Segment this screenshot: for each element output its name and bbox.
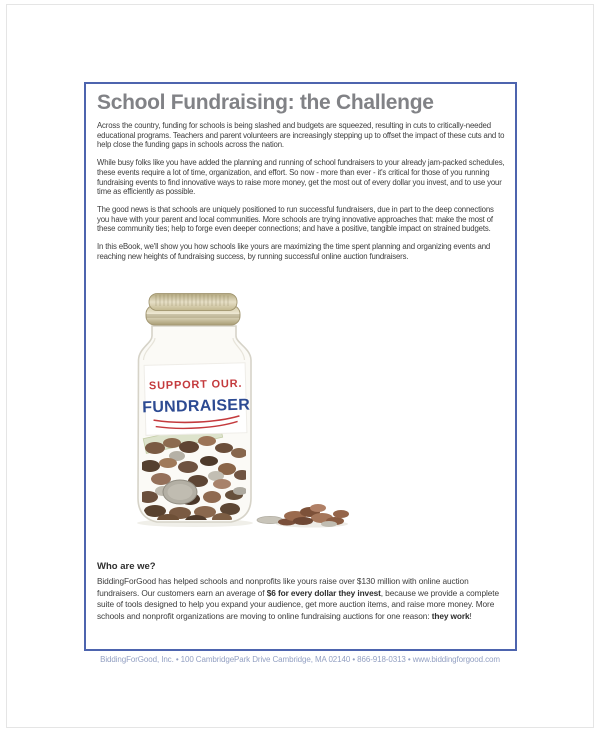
document-page bbox=[84, 82, 517, 651]
fundraiser-jar-illustration bbox=[130, 292, 355, 532]
who-text-1: BiddingForGood has helped schools and nonprofits like yours raise over $130 million with online auction fundraisers. Our customers earn an average of bbox=[97, 576, 469, 598]
who-text-2: , because we provide a complete suite of tools designed to help you expand your audience, get more auction items, and raise more money. More schools and nonprofit organizations are moving to online fundraising auctions for one reason: bbox=[97, 587, 499, 622]
who-are-we-heading: Who are we? bbox=[97, 561, 156, 572]
six-dollars-bold-text: $6 for every dollar they invest bbox=[266, 587, 381, 598]
coins-outside bbox=[257, 504, 349, 527]
fundraiser-jar-photo bbox=[130, 292, 355, 532]
who-text-3: ! bbox=[469, 611, 472, 622]
they-work-bold-text: they work bbox=[431, 611, 470, 622]
who-are-we-section bbox=[97, 561, 505, 623]
intro-paragraph-4: In this eBook, we'll show you how schools like yours are maximizing the time spent planning and organizing events and reaching new heights of fundraising success, by running successful online auction fundraisers. bbox=[97, 242, 491, 261]
page-footer: BiddingForGood, Inc. • 100 CambridgePark Drive Cambridge, MA 02140 • 866-918-0313 • www.biddingforgood.com bbox=[100, 655, 500, 664]
who-are-we-paragraph bbox=[97, 576, 505, 623]
intro-paragraph-1: Across the country, funding for schools is being slashed and budgets are squeezed, resulting in cuts to critically-needed educational programs. Teachers and parent volunteers are increasingly stepping up to offset the impact of these cuts and to help close the funding gaps in schools across the nation. bbox=[97, 121, 505, 150]
jar-lid bbox=[146, 294, 240, 326]
jar-label bbox=[141, 363, 251, 436]
intro-paragraph-3: The good news is that schools are uniquely positioned to run successful fundraisers, due in part to the deep connections you have with your parent and local communities. More schools are trying innovative approaches that: make the most of these community ties; help to forge even deeper connections; and have a positive, tangible impact on strained budgets. bbox=[97, 204, 494, 234]
page-title: School Fundraising: the Challenge bbox=[97, 91, 434, 114]
support-our-text: SUPPORT OUR. bbox=[148, 377, 243, 393]
intro-paragraph-2: While busy folks like you have added the planning and running of school fundraisers to your already jam-packed schedules, these events require a lot of time, organization, and effort. So now - more than ever - it's critical for those of you running fundraising events to find innovative ways to raise more money, get the most out of every dollar you invest, and to use your time as efficiently as possible. bbox=[97, 158, 505, 197]
fundraiser-text: FUNDRAISER bbox=[142, 396, 251, 417]
